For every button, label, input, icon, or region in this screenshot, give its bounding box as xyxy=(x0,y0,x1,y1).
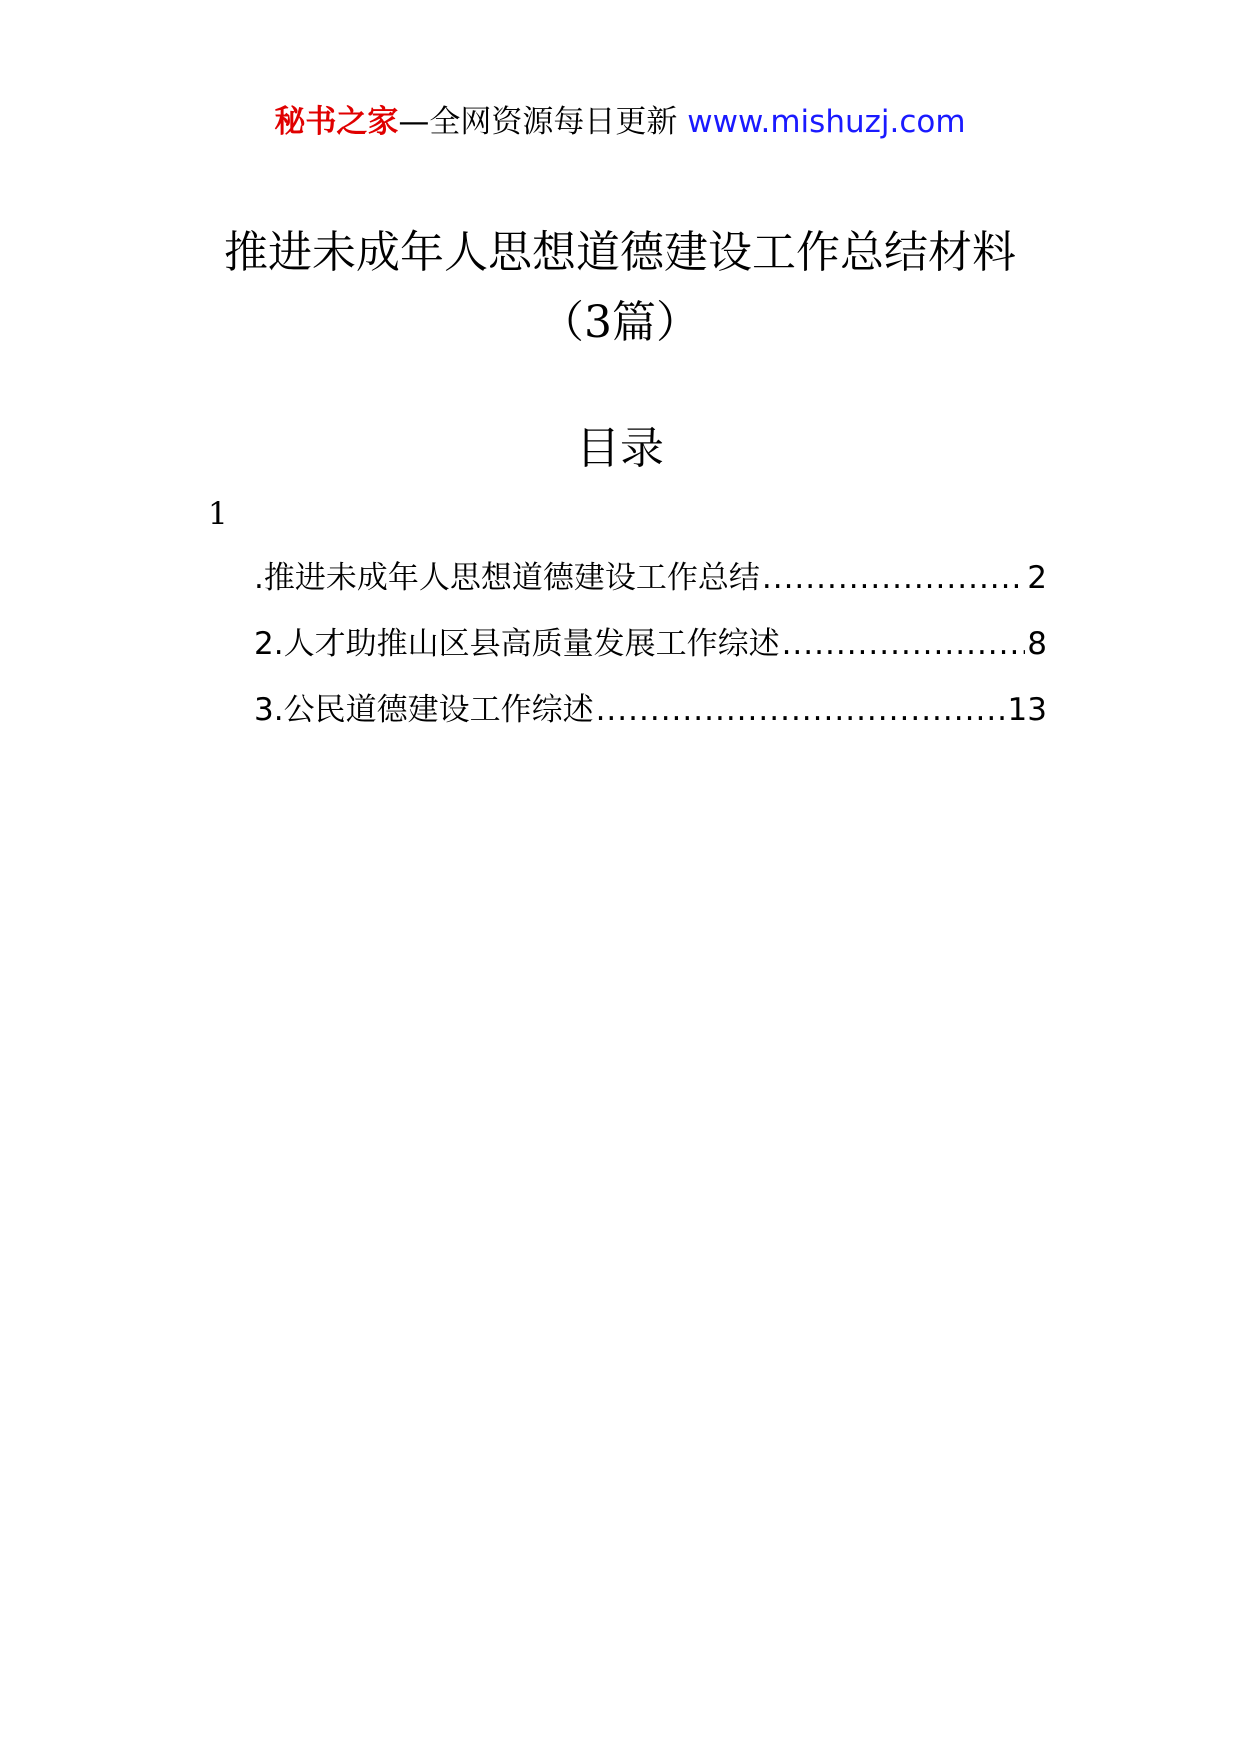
toc-entry-title: 3.公民道德建设工作综述 xyxy=(254,692,594,728)
toc-entry[interactable] xyxy=(254,688,1047,754)
toc-dot-leader xyxy=(782,622,1026,666)
document-title: 推进未成年人思想道德建设工作总结材料 xyxy=(224,227,1016,278)
header-tagline: —全网资源每日更新 xyxy=(398,104,688,140)
toc-entry-title: 2.人才助推山区县高质量发展工作综述 xyxy=(254,626,780,662)
site-url-link[interactable]: www.mishuzj.com xyxy=(687,104,966,140)
subtitle-word: 篇 xyxy=(612,297,656,348)
toc-entry-page: 2 xyxy=(1027,560,1047,596)
toc-list xyxy=(254,556,1047,754)
document-subtitle xyxy=(0,292,1240,354)
toc-entry[interactable] xyxy=(254,556,1047,622)
subtitle-close-paren: ） xyxy=(656,297,700,348)
subtitle-count: 3 xyxy=(584,297,612,348)
toc-entry-page: 13 xyxy=(1007,692,1047,728)
toc-entry[interactable] xyxy=(254,622,1047,688)
subtitle-open-paren: （ xyxy=(540,297,584,348)
toc-dot-leader xyxy=(596,688,1006,732)
brand-name: 秘书之家 xyxy=(274,104,399,140)
toc-heading: 目录 xyxy=(576,423,664,474)
toc-stray-number: 1 xyxy=(208,496,228,532)
site-header xyxy=(0,100,1240,144)
toc-dot-leader xyxy=(762,556,1025,600)
toc-entry-title: .推进未成年人思想道德建设工作总结 xyxy=(254,560,760,596)
toc-entry-page: 8 xyxy=(1027,626,1047,662)
